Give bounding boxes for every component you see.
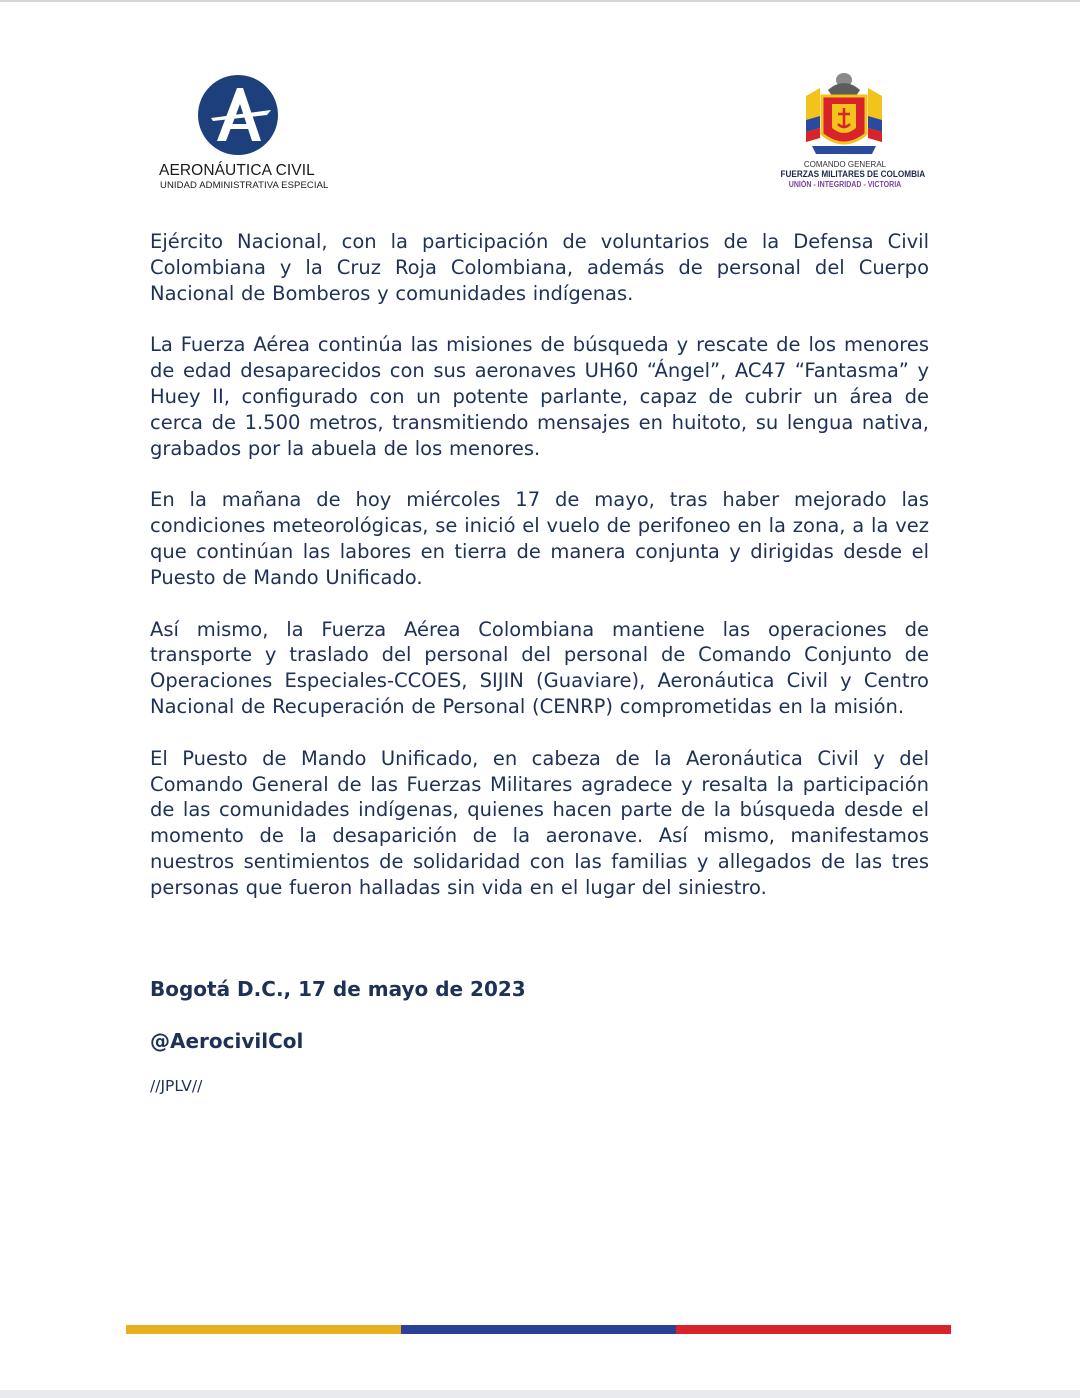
- twitter-handle: @AerocivilCol: [150, 1029, 304, 1053]
- top-border: [0, 0, 1080, 2]
- paragraph: El Puesto de Mando Unificado, en cabeza de la Aeronáutica Civil y del Comando General de las Fuerzas Militares agradece y resalta la participación de las comunidades indígenas, quienes hacen parte de la búsqueda desde el momento de la desaparición de la aeronave. Así mismo, manifestamos nuestros sentimientos de solidaridad con las familias y allegados de las tres personas que fueron halladas sin vida en el lugar del siniestro.: [150, 746, 929, 899]
- military-line3: UNIÓN - INTEGRIDAD - VICTORIA: [788, 180, 902, 189]
- military-logo: [770, 68, 926, 194]
- aerocivil-subtitle: UNIDAD ADMINISTRATIVA ESPECIAL: [160, 180, 329, 191]
- paragraph: La Fuerza Aérea continúa las misiones de búsqueda y rescate de los menores de edad desaparecidos con sus aeronaves UH60 “Ángel”, AC47 “Fantasma” y Huey II, configurado con un potente parlante, capaz de cubrir un área de cerca de 1.500 metros, transmitiendo mensajes en huitoto, su lengua nativa, grabados por la abuela de los menores.: [150, 333, 929, 460]
- aerocivil-name: AERONÁUTICA CIVIL: [159, 162, 315, 179]
- document-body: [150, 229, 929, 927]
- flag-stripe-yellow: [126, 1325, 401, 1334]
- military-line1: COMANDO GENERAL: [803, 160, 887, 169]
- paragraph: Ejército Nacional, con la participación de voluntarios de la Defensa Civil Colombiana y la Cruz Roja Colombiana, además de personal del Cuerpo Nacional de Bomberos y comunidades indígenas.: [150, 230, 929, 305]
- aerocivil-logo: [158, 74, 328, 194]
- bottom-border: [0, 1390, 1080, 1398]
- paragraph: En la mañana de hoy miércoles 17 de mayo, tras haber mejorado las condiciones meteorológicas, se inició el vuelo de perifoneo en la zona, a la vez que continúan las labores en tierra de manera conjunta y dirigidas desde el Puesto de Mando Unificado.: [150, 488, 929, 589]
- flag-stripe-blue: [401, 1325, 676, 1334]
- aerocivil-a-emblem-icon: [197, 74, 279, 156]
- dateline: Bogotá D.C., 17 de mayo de 2023: [150, 977, 526, 1001]
- flag-color-bar: [126, 1325, 951, 1334]
- military-line2: FUERZAS MILITARES DE COLOMBIA: [780, 169, 926, 180]
- military-crest-icon: [798, 68, 890, 160]
- flag-stripe-red: [676, 1325, 951, 1334]
- author-reference: //JPLV//: [150, 1077, 203, 1095]
- paragraph: Así mismo, la Fuerza Aérea Colombiana mantiene las operaciones de transporte y traslado del personal del personal de Comando Conjunto de Operaciones Especiales-CCOES, SIJIN (Guaviare), Aeronáutica Civil y Centro Nacional de Recuperación de Personal (CENRP) comprometidas en la misión.: [150, 617, 929, 718]
